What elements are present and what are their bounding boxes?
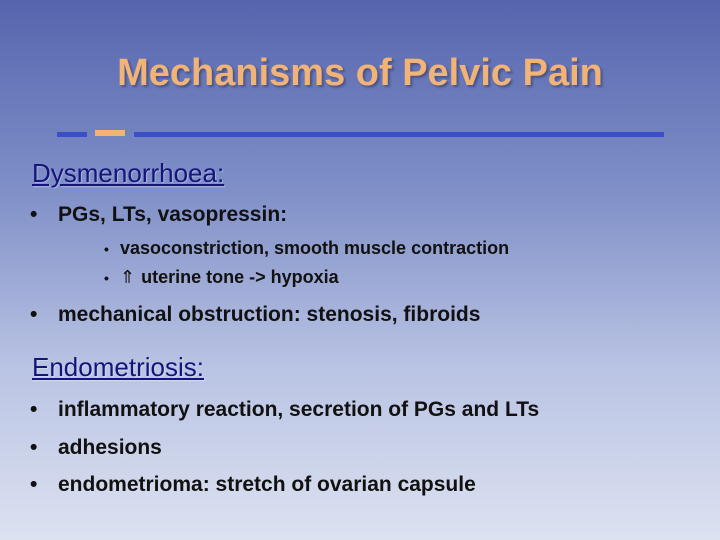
sub-bullet-dot-icon: • [104, 270, 109, 286]
sub-bullet-item [104, 267, 339, 288]
bullet-dot-icon: • [30, 473, 38, 496]
section-heading-dysmenorrhoea: Dysmenorrhoea: [32, 158, 225, 188]
bullet-dot-icon: • [30, 203, 38, 226]
slide-title: Mechanisms of Pelvic Pain [117, 52, 603, 94]
bullet-item [30, 203, 287, 227]
bullet-item [30, 473, 476, 497]
bullet-item [30, 436, 162, 460]
title-rule-left [57, 132, 87, 137]
sub-bullet-dot-icon: • [104, 241, 109, 257]
bullet-dot-icon: • [30, 398, 38, 421]
bullet-text: adhesions [58, 436, 162, 459]
bullet-item [30, 398, 539, 422]
bullet-text: endometrioma: stretch of ovarian capsule [58, 473, 476, 496]
title-rule-accent [95, 130, 125, 136]
up-arrow-icon: ⇑ [120, 267, 136, 287]
bullet-item [30, 303, 480, 327]
bullet-dot-icon: • [30, 436, 38, 459]
sub-bullet-text: vasoconstriction, smooth muscle contraction [120, 238, 510, 258]
bullet-text: inflammatory reaction, secretion of PGs and LTs [58, 398, 540, 421]
sub-bullet-item [104, 238, 509, 259]
sub-bullet-text: uterine tone -> hypoxia [141, 267, 339, 287]
bullet-text: mechanical obstruction: stenosis, fibroids [58, 303, 481, 326]
bullet-text: PGs, LTs, vasopressin: [58, 203, 288, 226]
section-heading-endometriosis: Endometriosis: [32, 352, 204, 382]
bullet-dot-icon: • [30, 303, 38, 326]
title-rule-long [134, 132, 664, 137]
